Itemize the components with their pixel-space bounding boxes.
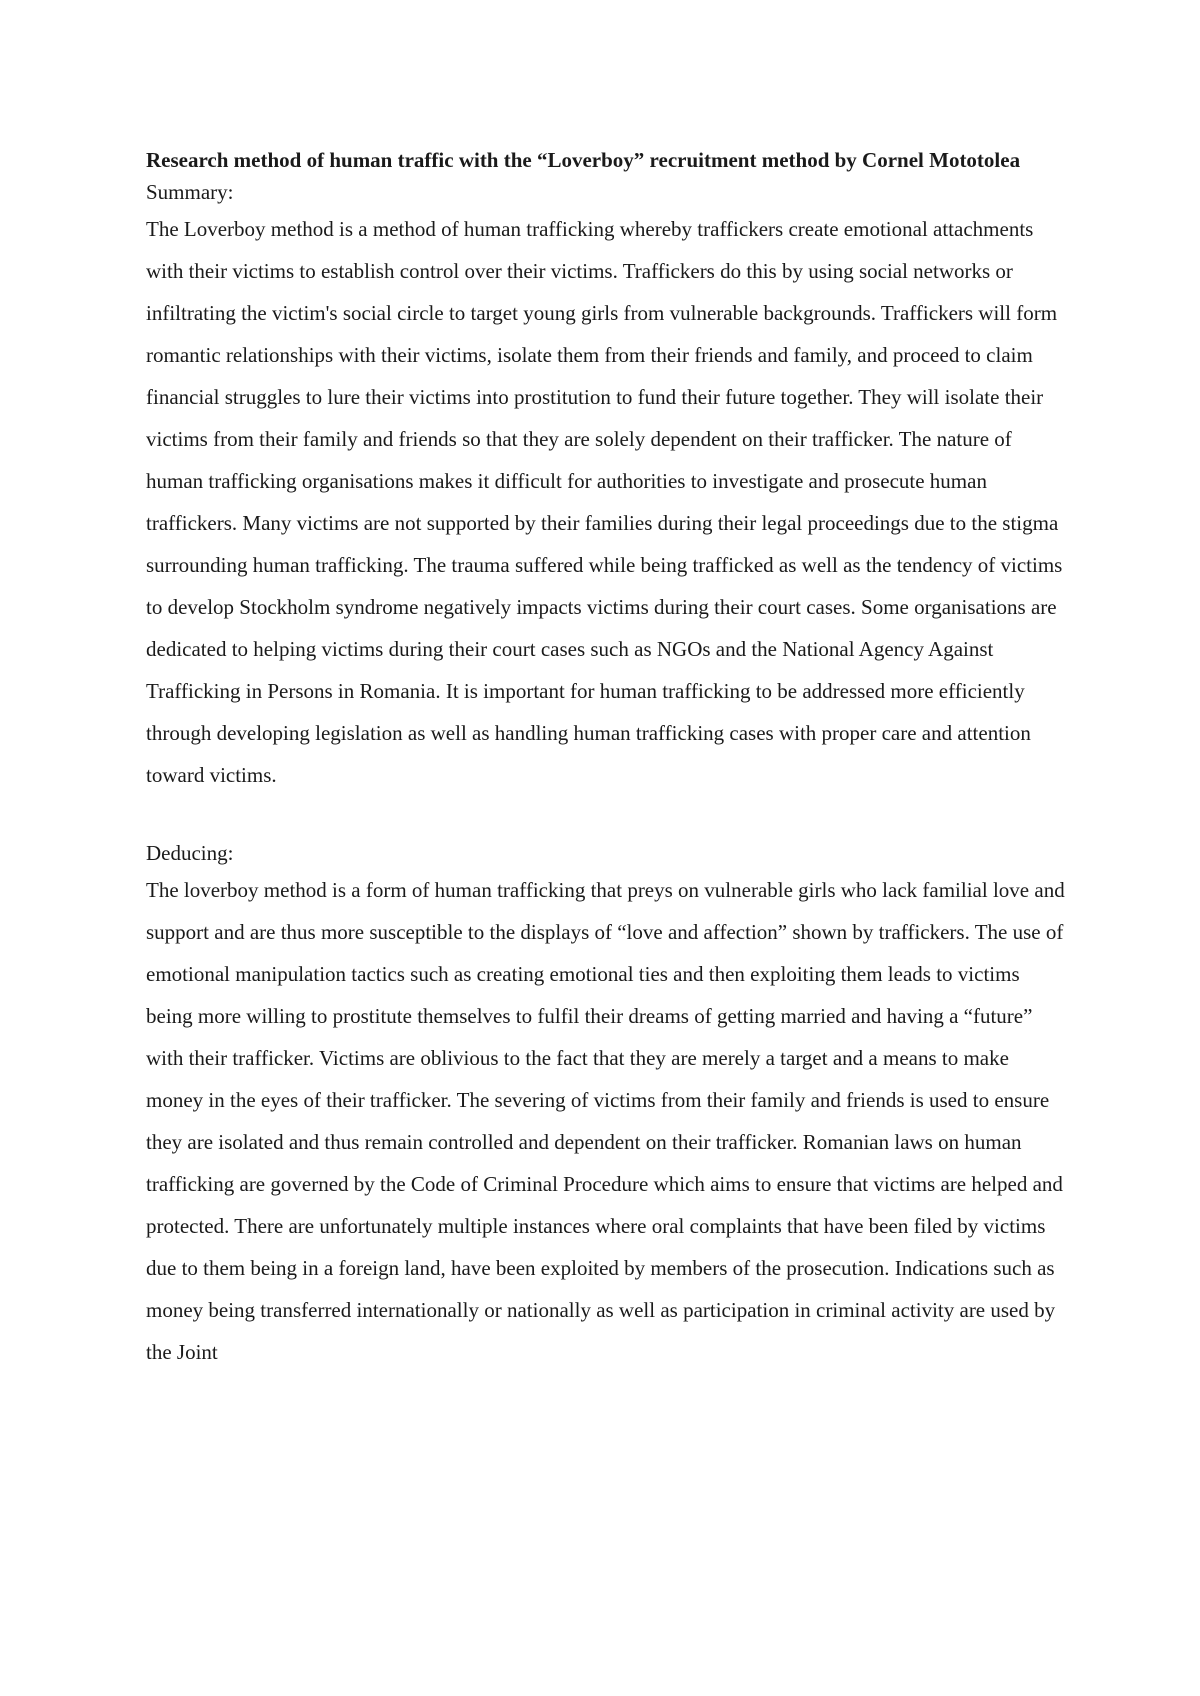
deducing-heading: Deducing: — [146, 841, 234, 865]
section-spacer — [146, 796, 1066, 838]
summary-paragraph: The Loverboy method is a method of human trafficking whereby traffickers create emotional attachments with their victims to establish control over their victims. Traffickers do this by using social networks or infiltrating the victim's social circle to target young girls from vulnerable backgrounds. Traffickers will form romantic relationships with their victims, isolate them from their friends and family, and proceed to claim financial struggles to lure their victims into prostitution to fund their future together. They will isolate their victims from their family and friends so that they are solely dependent on their trafficker. The nature of human trafficking organisations makes it difficult for authorities to investigate and prosecute human traffickers. Many victims are not supported by their families during their legal proceedings due to the stigma surrounding human trafficking. The trauma suffered while being trafficked as well as the tendency of victims to develop Stockholm syndrome negatively impacts victims during their court cases. Some organisations are dedicated to helping victims during their court cases such as NGOs and the National Agency Against Trafficking in Persons in Romania. It is important for human trafficking to be addressed more efficiently through developing legislation as well as handling human trafficking cases with proper care and attention toward victims. — [146, 217, 1063, 787]
deducing-paragraph: The loverboy method is a form of human trafficking that preys on vulnerable girls who lack familial love and support and are thus more susceptible to the displays of “love and affection” shown by traffickers. The use of emotional manipulation tactics such as creating emotional ties and then exploiting them leads to victims being more willing to prostitute themselves to fulfil their dreams of getting married and having a “future” with their trafficker. Victims are oblivious to the fact that they are merely a target and a means to make money in the eyes of their trafficker. The severing of victims from their family and friends is used to ensure they are isolated and thus remain controlled and dependent on their trafficker. Romanian laws on human trafficking are governed by the Code of Criminal Procedure which aims to ensure that victims are helped and protected. There are unfortunately multiple instances where oral complaints that have been filed by victims due to them being in a foreign land, have been exploited by members of the prosecution. Indications such as money being transferred internationally or nationally as well as participation in criminal activity are used by the Joint — [146, 878, 1065, 1364]
document-title: Research method of human traffic with the “Loverboy” recruitment method by Cornel Mototolea — [146, 148, 1021, 172]
summary-heading: Summary: — [146, 180, 234, 204]
document-body — [146, 144, 1066, 1373]
